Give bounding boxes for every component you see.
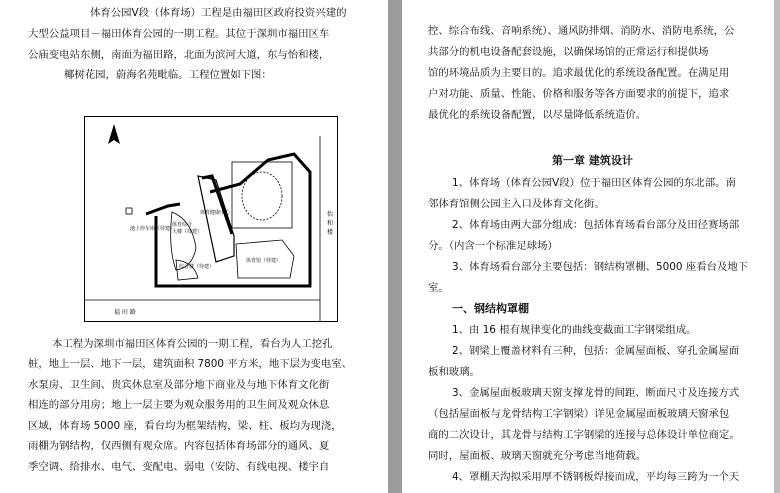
chapter-title: 第一章 建筑设计 [552,154,633,167]
road-right-label: 怡和楼 [327,211,334,236]
top-line-4: 户对功能、质量、性能、价格和服务等各方面要求的前提下，追求 [428,88,730,100]
intro-line-3: 公庙变电站东侧，南面为福田路，北面为滨河大道，东与怡和楼， [28,49,330,61]
item-line-3: 2、体育场由两大部分组成：包括体育场看台部分及田径赛场部 [452,219,740,231]
item-line-5: 3、体育场看台部分主要包括：钢结构罩棚、5000 座看台及地下 [452,261,749,273]
top-line-3: 馆的环境品质为主要目的。追求最优化的系统设备配置。在满足用 [428,67,730,79]
gym-label: 体育馆（待建） [246,258,282,264]
parking-label: 地上停车库（待建） [130,226,176,232]
top-line-5: 最优化的系统设备配置，以尽量降低系统造价。 [428,109,647,121]
body-line-4: 相连的部分用房；地上一层主要为观众服务用的卫生间及观众休息 [28,399,330,411]
vertical-scrollbar[interactable] [774,0,780,493]
section-title: 一、钢结构罩棚 [452,302,529,315]
mid-building-label: 综合楼（待建） [179,264,215,270]
item-line-1: 1、体育场（体育公园Ⅴ段）位于福田区体育公园的东北部。南 [452,177,736,189]
body-line-1: 本工程为深圳市福田区体育公园的一期工程，看台为人工挖孔 [52,338,333,350]
sub-line-4: 3、金属屋面板玻璃天窗支撑龙骨的间距、断面尺寸及连接方式 [452,387,740,399]
sub-line-8: 4、罩棚天沟拟采用厚不锈钢板焊接而成，平均每三跨为一个天 [452,471,740,483]
body-line-7: 季空调、给排水、电气、变配电、弱电（安防、有线电视、楼宇自 [28,461,330,473]
sub-line-5: （包括屋面板与龙骨结构工字钢梁）详见金属屋面板玻璃天窗承包 [428,408,730,420]
item-line-6: 室。 [428,282,449,294]
complex-label: 体育综合大楼（待建） [172,222,203,235]
road-bottom-label: 福 田 路 [114,309,136,316]
item-line-4: 分。（内含一个标准足球场） [428,240,558,252]
top-line-2: 共部分的机电设备配套设施，以确保场馆的正常运行和提供场 [428,46,709,58]
site-location-map [84,116,338,322]
sub-line-7: 同时，屋面板、玻璃天窗就充分考虑当地荷载。 [428,450,647,462]
body-line-2: 桩，地上一层、地下一层，建筑面积 7800 平方米，地下层为变电室、 [28,358,352,370]
health-center-label: 体育健康中心 [200,210,231,216]
body-line-3: 水泵房、卫生间、贵宾休息室及部分地下商业及与地下体育文化街 [28,379,330,391]
item-line-2: 邻体育馆侧公园主入口及体育文化街。 [428,198,605,210]
intro-line-4: 椰树花园，蔚海名苑毗临。工程位置如下图： [64,69,272,81]
intro-line-2: 大型公益项目－福田体育公园的一期工程。其位于深圳市福田区车 [28,28,330,40]
intro-line-1: 体育公园Ⅴ段（体育场）工程是由福田区政府投资兴建的 [90,7,347,19]
body-line-6: 雨棚为钢结构，仅西侧有观众席。内容包括体育场部分的通风、夏 [28,440,330,452]
body-line-5: 区域，体育场 5000 座，看台均为框架结构，梁、柱、板均为现浇， [28,420,342,432]
sub-line-3: 板和玻璃。 [428,366,480,378]
sub-line-6: 商的二次设计，其龙骨与结构工字钢梁的连接与总体设计单位商定。 [428,429,740,441]
sub-line-1: 1、由 16 根有规律变化的曲线变截面工字钢梁组成。 [452,324,697,336]
document-page-right [402,0,774,493]
top-line-1: 控、综合布线、音响系统）、通风防排烟、消防水、消防电系统，公 [428,25,735,37]
document-page-left [0,0,388,493]
page-gutter [388,0,402,493]
sub-line-2: 2、钢梁上覆盖材料有三种，包括：金属屋面板、穿孔金属屋面 [452,345,740,357]
